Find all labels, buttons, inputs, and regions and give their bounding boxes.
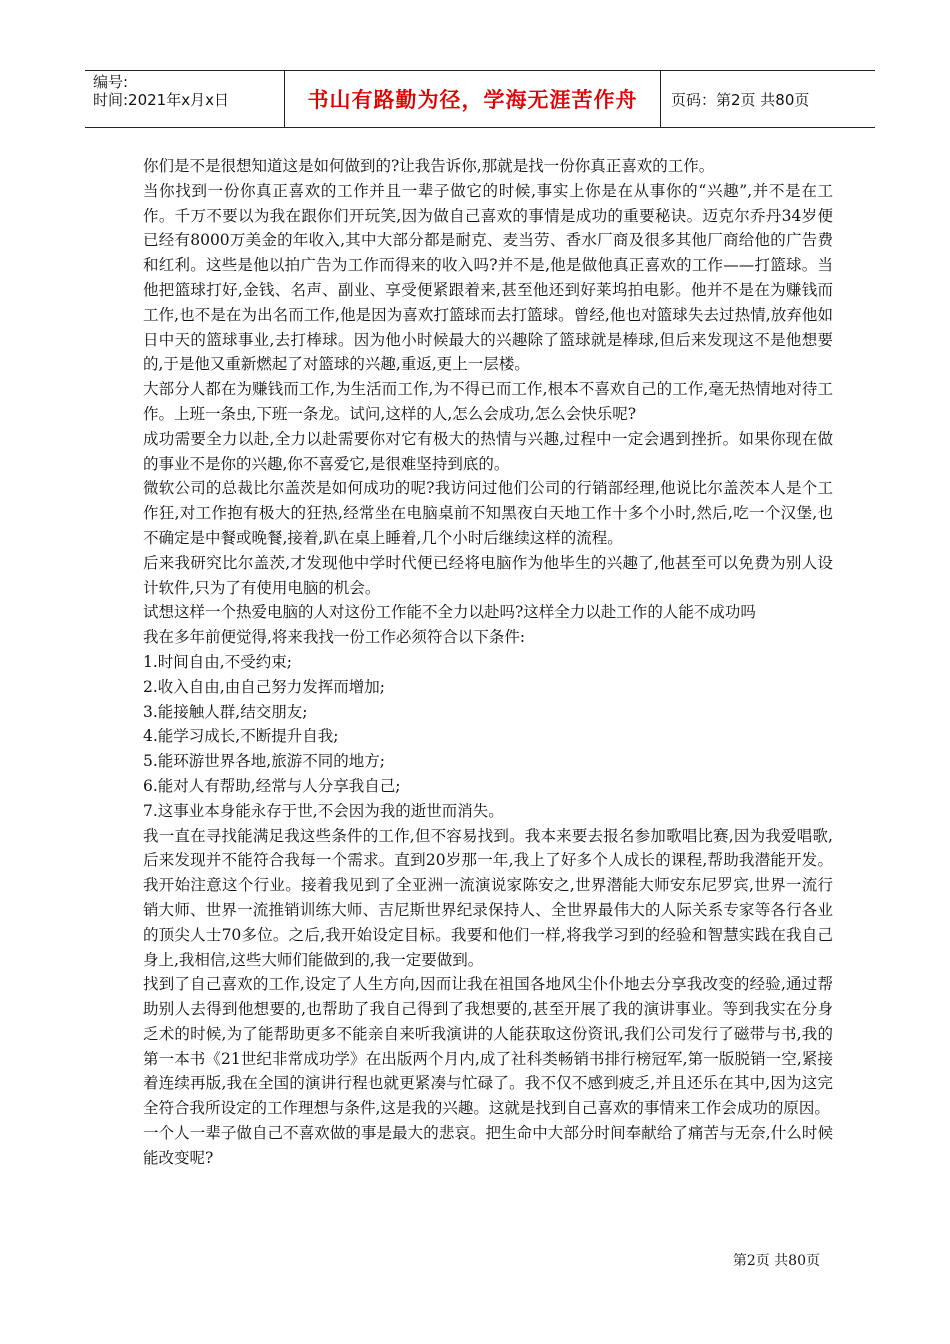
paragraph: 我在多年前便觉得,将来我找一份工作必须符合以下条件:	[143, 628, 526, 647]
paragraph: 我一直在寻找能满足我这些条件的工作,但不容易找到。我本来要去报名参加歌唱比赛,因为我爱唱歌,后来发现并不能符合我每一个需求。直到20岁那一年,我上了好多个人成长的课程,帮助我潜能开发。我开始注意这个行业。接着我见到了全亚洲一流演说家陈安之,世界潜能大师安东尼罗宾,世界一流行销大师、世界一流推销训练大师、吉尼斯世界纪录保持人、全世界最伟大的人际关系专家等各行各业的顶尖人士70多位。之后,我开始设定目标。我要和他们一样,将我学习到的经验和智慧实践在我自己身上,我相信,这些大师们能做到的,我一定要做到。	[143, 826, 833, 969]
list-item: 3.能接触人群,结交朋友;	[143, 702, 308, 721]
paragraph: 成功需要全力以赴,全力以赴需要你对它有极大的热情与兴趣,过程中一定会遇到挫折。如果你现在做的事业不是你的兴趣,你不喜爱它,是很难坚持到底的。	[143, 429, 833, 473]
time-label: 时间:2021年x月x日	[93, 91, 229, 109]
paragraph: 一个人一辈子做自己不喜欢做的事是最大的悲哀。把生命中大部分时间奉献给了痛苦与无奈,什么时候能改变呢?	[143, 1124, 833, 1167]
header-motto: 书山有路勤为径，学海无涯苦作舟	[285, 71, 661, 127]
document-body	[143, 154, 833, 1171]
paragraph: 大部分人都在为赚钱而工作,为生活而工作,为不得已而工作,根本不喜欢自己的工作,毫无热情地对待工作。上班一条虫,下班一条龙。试问,这样的人,怎么会成功,怎么会快乐呢?	[143, 380, 833, 423]
list-item: 6.能对人有帮助,经常与人分享我自己;	[143, 776, 401, 795]
paragraph: 当你找到一份你真正喜欢的工作并且一辈子做它的时候,事实上你是在从事你的“兴趣”,并不是在工作。千万不要以为我在跟你们开玩笑,因为做自己喜欢的事情是成功的重要秘诀。迈克尔乔丹34岁便已经有8000万美金的年收入,其中大部分都是耐克、麦当劳、香水厂商及很多其他厂商给他的广告费和红利。这些是他以拍广告为工作而得来的收入吗?并不是,他是做他真正喜欢的工作——打篮球。当他把篮球打好,金钱、名声、副业、享受便紧跟着来,甚至他还到好莱坞拍电影。他并不是在为赚钱而工作,也不是在为出名而工作,他是因为喜欢打篮球而去打篮球。曾经,他也对篮球失去过热情,放弃他如日中天的篮球事业,去打棒球。因为他小时候最大的兴趣除了篮球就是棒球,但后来发现这不是他想要的,于是他又重新燃起了对篮球的兴趣,重返,更上一层楼。	[143, 181, 833, 374]
paragraph: 后来我研究比尔盖茨,才发现他中学时代便已经将电脑作为他毕生的兴趣了,他甚至可以免费为别人设计软件,只为了有使用电脑的机会。	[143, 553, 833, 597]
list-item: 1.时间自由,不受约束;	[143, 652, 292, 671]
page-header	[85, 70, 875, 128]
page-footer: 第2页 共80页	[732, 1253, 820, 1269]
paragraph: 微软公司的总裁比尔盖茨是如何成功的呢?我访问过他们公司的行销部经理,他说比尔盖茨本人是个工作狂,对工作抱有极大的狂热,经常坐在电脑桌前不知黑夜白天地工作十多个小时,然后,吃一个汉堡,也不确定是中餐或晚餐,接着,趴在桌上睡着,几个小时后继续这样的流程。	[143, 479, 833, 547]
list-item: 4.能学习成长,不断提升自我;	[143, 727, 339, 746]
header-meta	[85, 71, 285, 127]
list-item: 7.这事业本身能永存于世,不会因为我的逝世而消失。	[143, 801, 504, 820]
header-page-number: 页码：第2页 共80页	[671, 90, 810, 109]
list-item: 5.能环游世界各地,旅游不同的地方;	[143, 752, 385, 771]
number-label: 编号:	[93, 73, 129, 91]
paragraph: 试想这样一个热爱电脑的人对这份工作能不全力以赴吗?这样全力以赴工作的人能不成功吗	[143, 603, 756, 622]
paragraph: 你们是不是很想知道这是如何做到的?让我告诉你,那就是找一份你真正喜欢的工作。	[143, 157, 715, 175]
paragraph: 找到了自己喜欢的工作,设定了人生方向,因而让我在祖国各地风尘仆仆地去分享我改变的经验,通过帮助别人去得到他想要的,也帮助了我自己得到了我想要的,甚至开展了我的演讲事业。等到我实在分身乏术的时候,为了能帮助更多不能亲自来听我演讲的人能获取这份资讯,我们公司发行了磁带与书,我的第一本书《21世纪非常成功学》在出版两个月内,成了社科类畅销书排行榜冠军,第一版脱销一空,紧接着连续再版,我在全国的演讲行程也就更紧凑与忙碌了。我不仅不感到疲乏,并且还乐在其中,因为这完全符合我所设定的工作理想与条件,这是我的兴趣。这就是找到自己喜欢的事情来工作会成功的原因。	[143, 975, 833, 1118]
list-item: 2.收入自由,由自己努力发挥而增加;	[143, 677, 385, 696]
